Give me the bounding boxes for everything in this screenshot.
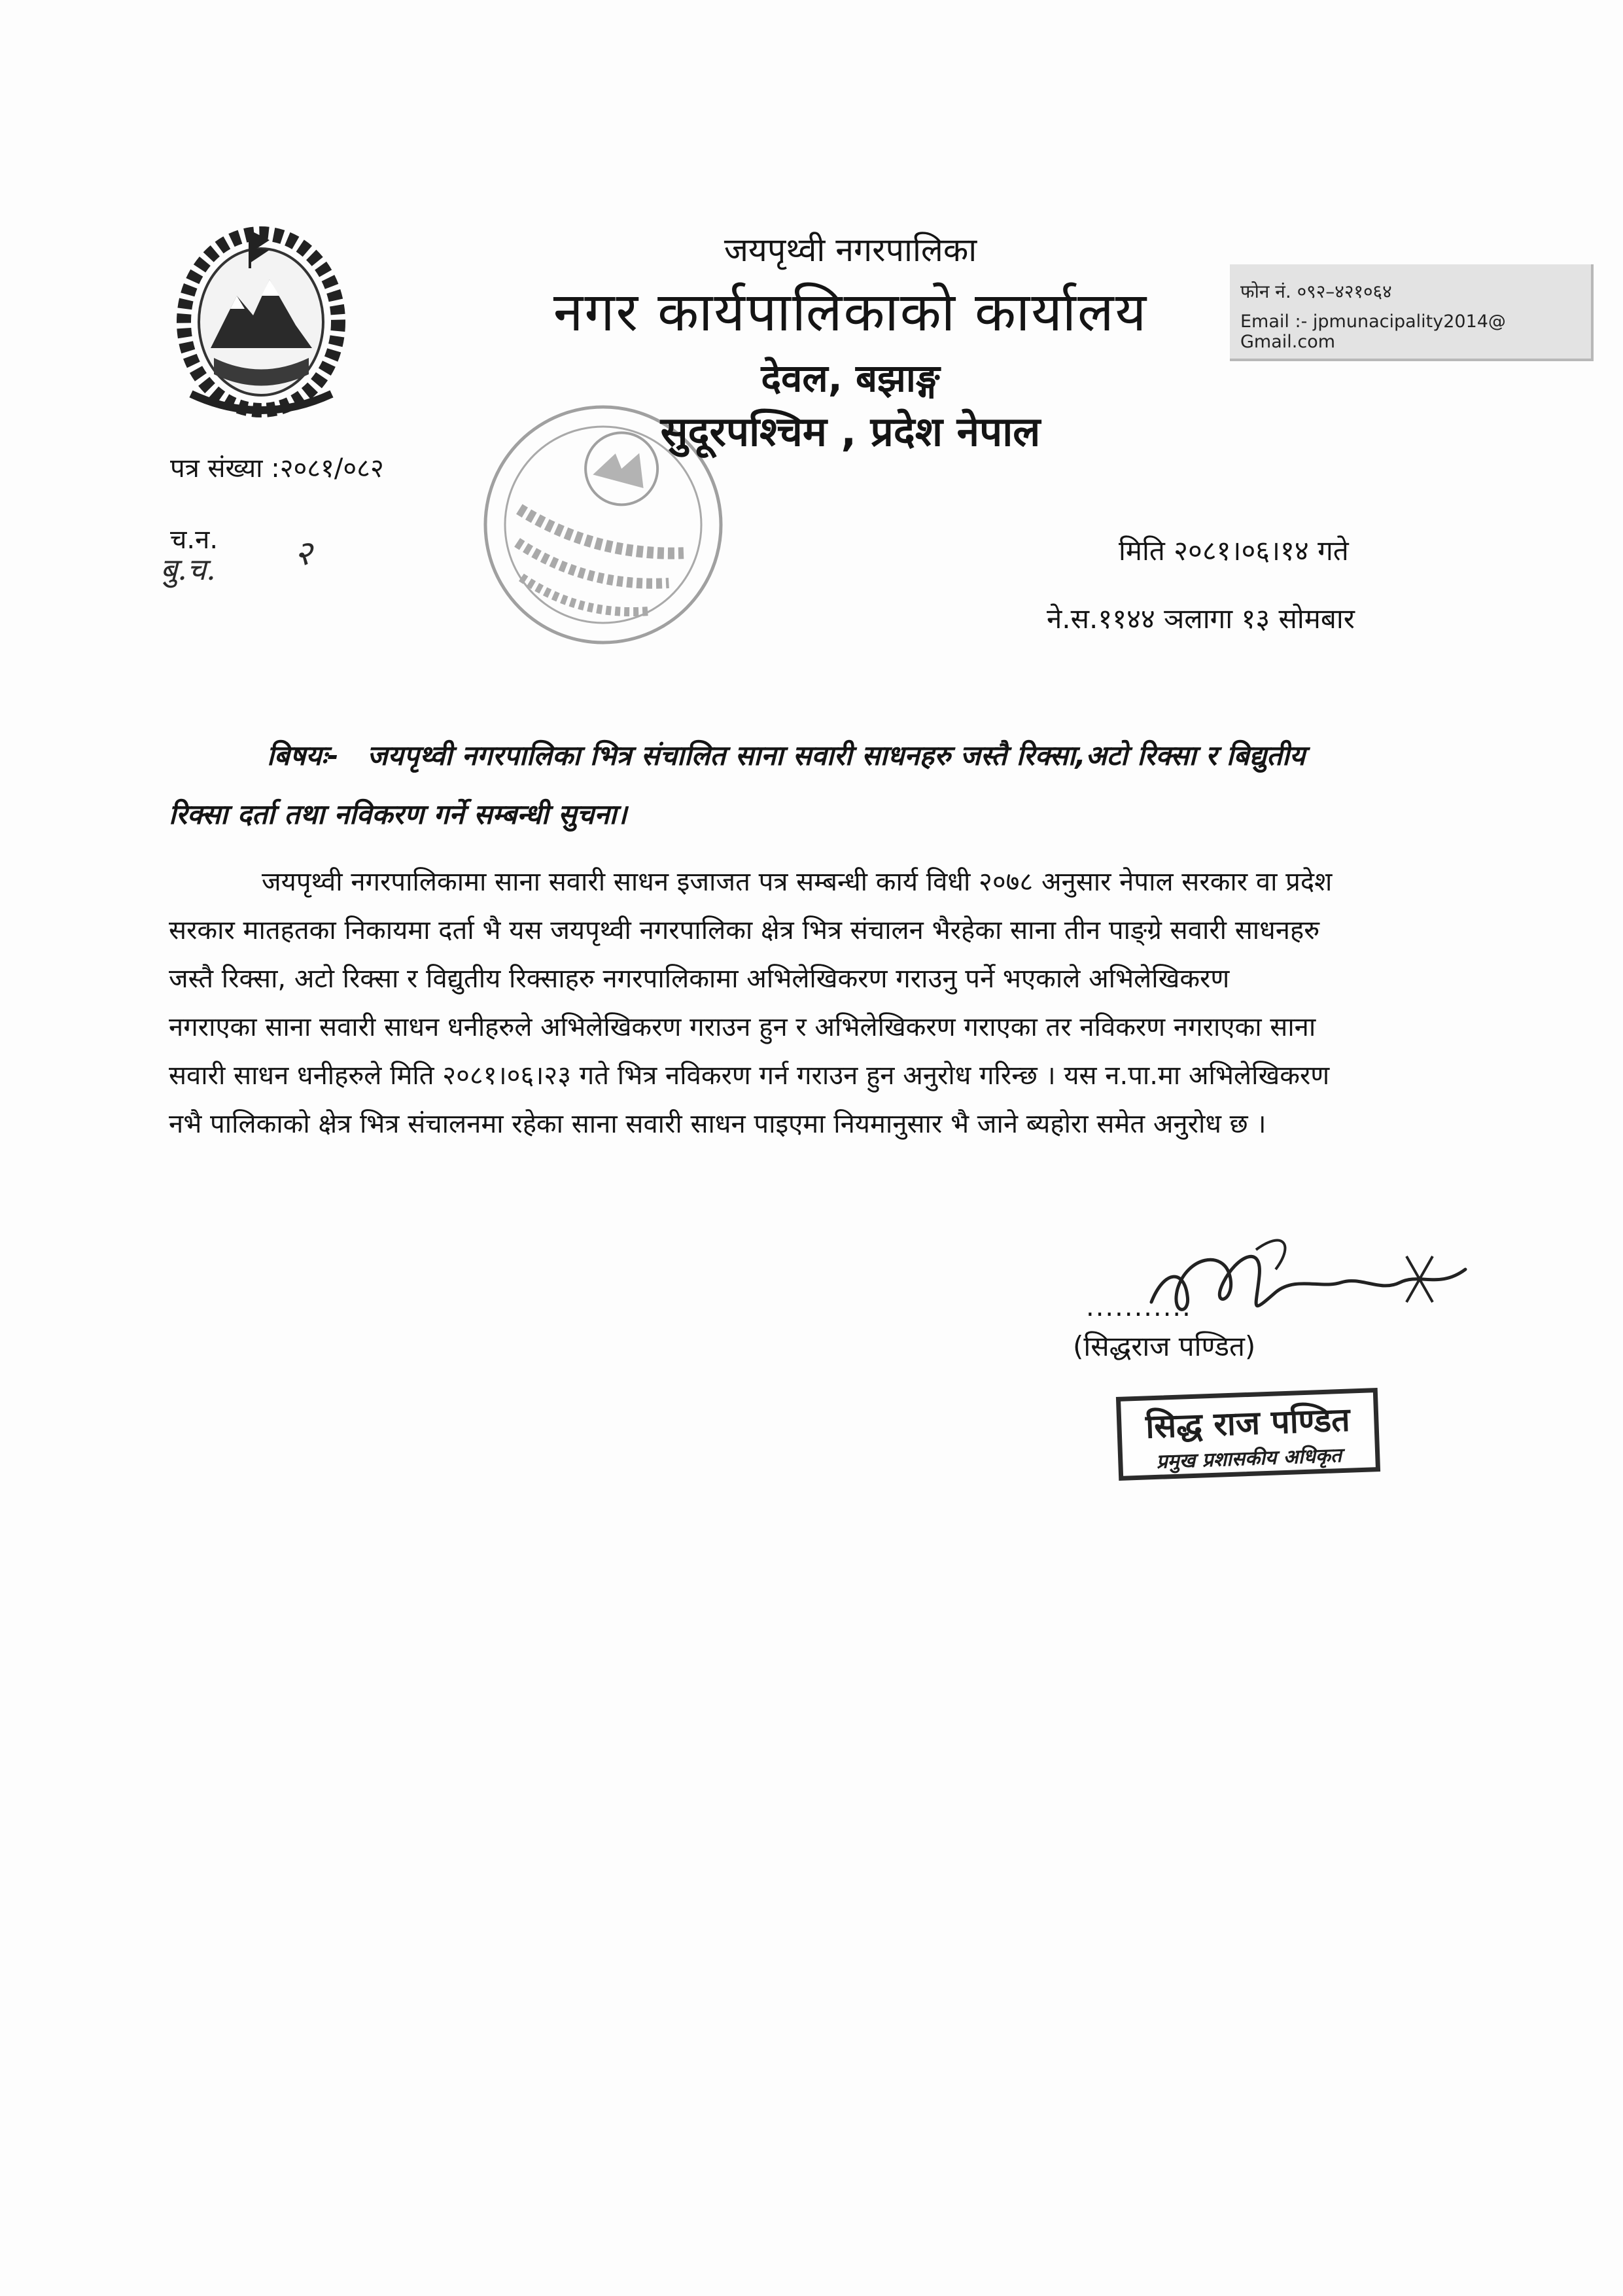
dispatch-label: च.न. <box>170 525 218 555</box>
subject-line-1: जयपृथ्वी नगरपालिका भित्र संचालित साना सवारी साधनहरु जस्तै रिक्सा,अटो रिक्सा र बिद्युतीय <box>367 739 1306 771</box>
province-name: सुदूरपश्चिम , प्रदेश नेपाल <box>660 408 1041 455</box>
body-line: नभै पालिकाको क्षेत्र भित्र संचालनमा रहेका साना सवारी साधन पाइएमा नियमानुसार भै जाने ब्यहोरा समेत अनुरोध छ । <box>169 1109 1266 1139</box>
signature-dots: ........... <box>1086 1292 1192 1322</box>
nepal-sambat-date: ने.स.११४४ ञलागा १३ सोमबार <box>1047 603 1355 635</box>
name-stamp <box>1116 1388 1380 1481</box>
body-line: जयपृथ्वी नगरपालिकामा साना सवारी साधन इजाजत पत्र सम्बन्धी कार्य विधी २०७८ अनुसार नेपाल सरकार वा प्रदेश <box>262 867 1333 897</box>
letter-number: पत्र संख्या :२०८१/०८२ <box>170 453 384 484</box>
subject-line-2: रिक्सा दर्ता तथा नविकरण गर्ने सम्बन्धी सुचना। <box>169 798 627 830</box>
body-line: जस्तै रिक्सा, अटो रिक्सा र विद्युतीय रिक्साहरु नगरपालिकामा अभिलेखिकरण गराउनु पर्ने भएकाले अभिलेखिकरण <box>169 964 1230 994</box>
office-location: देवल, बझाङ्ग <box>761 356 940 400</box>
body-line: सरकार मातहतका निकायमा दर्ता भै यस जयपृथ्वी नगरपालिका क्षेत्र भित्र संचालन भैरहेका साना तीन पाङ्ग्रे सवारी साधनहरु <box>169 915 1320 945</box>
subject <box>169 726 1529 844</box>
stamp-name: सिद्ध राज पण्डित <box>1145 1400 1351 1446</box>
municipality-name: जयपृथ्वी नगरपालिका <box>724 231 977 269</box>
nepal-emblem-icon <box>171 211 351 427</box>
signatory-name: (सिद्धराज पण्डित) <box>1073 1330 1256 1362</box>
body-line: नगराएका साना सवारी साधन धनीहरुले अभिलेखिकरण गराउन हुन र अभिलेखिकरण गराएका तर नविकरण नगराएका साना <box>169 1012 1316 1042</box>
letter-date: मिति २०८१।०६।१४ गते <box>1119 535 1349 567</box>
stamp-title: प्रमुख प्रशासकीय अधिकृत <box>1156 1444 1342 1474</box>
body-line: सवारी साधन धनीहरुले मिति २०८१।०६।२३ गते भित्र नविकरण गर्न गराउन हुन अनुरोध गरिन्छ । यस न.पा.मा अभिलेखिकरण <box>169 1061 1330 1091</box>
dispatch-handwritten: बु.च. <box>160 552 216 587</box>
contact-email: Email :- jpmunacipality2014@ Gmail.com <box>1240 311 1506 352</box>
contact-phone: फोन नं. ०९२–४२१०६४ <box>1240 281 1392 302</box>
dispatch-number: २ <box>294 534 313 573</box>
contact-box <box>1230 264 1594 361</box>
subject-label: बिषयः- <box>267 739 339 771</box>
office-name: नगर कार्यपालिकाको कार्यालय <box>553 281 1148 344</box>
